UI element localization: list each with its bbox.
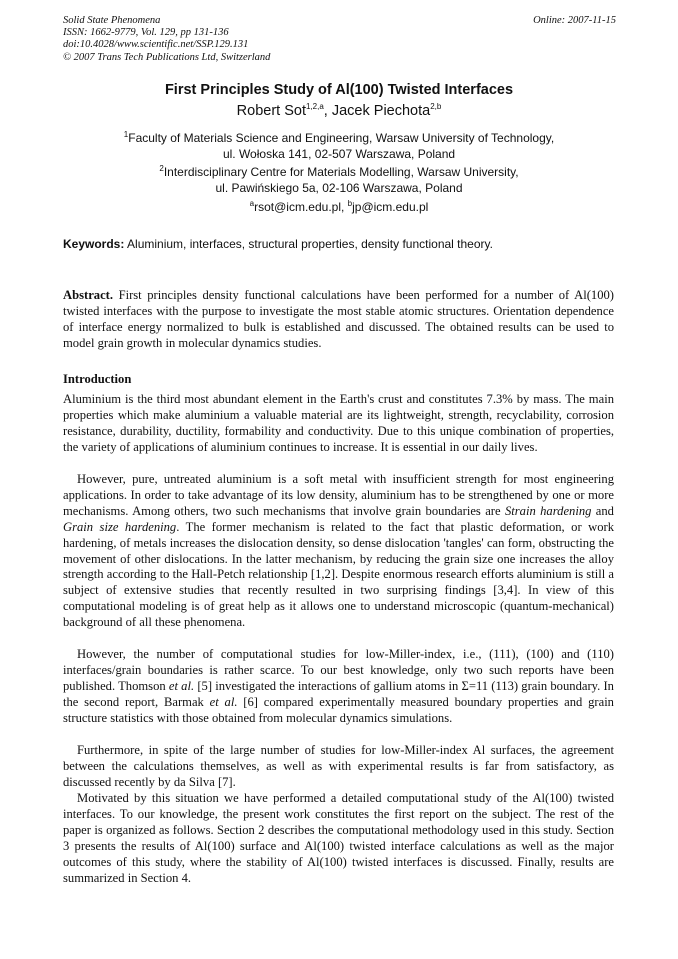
intro-paragraph-5: Motivated by this situation we have performed a detailed computational study of the Al(100) twisted interfaces. To our knowledge, the present work constitutes the first report on the subject. The rest of the paper is organized as follows. Section 2 describes the computational methodology used in this study. Section 3 presents the results of Al(100) surface and Al(100) twisted interface calculations as well as the major outcomes of this study, where the stability of Al(100) twisted interfaces is discussed. Finally, results are summarized in Section 4. [63,790,614,885]
abstract-label: Abstract. [63,288,114,302]
abstract [63,288,614,352]
paragraph-text: [5] investigated the interactions of gallium atoms in Σ=11 (113) grain boundary. In the second report, Barmak [63,679,614,710]
affiliation-line: Interdisciplinary Centre for Materials Modelling, Warsaw University, [163,165,519,179]
journal-header [63,15,616,64]
affiliation-line: Faculty of Materials Science and Engineering, Warsaw University of Technology, [128,131,555,145]
email-mark: b [347,199,353,208]
journal-name: Solid State Phenomena [63,15,161,26]
email-mark: a [249,199,255,208]
author-affiliation-mark: 2,b [430,102,442,112]
paragraph-text: . The former mechanism is related to the fact that plastic deformation, or work hardening, of metals increases the dislocation density, so dense dislocation 'tangles' can form, obstructing the movement of other dislocations. In the latter mechanism, by reducing the grain size one increases the alloy strength according to the Hall-Petch relationship [1,2]. Despite enormous research efforts aluminium is still a subject of extensive studies that recently resulted in two surprising findings [3,4]. In view of this computational modeling is of great help as it allows one to understand microscopic (quantum-mechanical) background of all these phenomena. [63,519,614,630]
issn-line: ISSN: 1662-9779, Vol. 129, pp 131-136 [63,27,229,39]
paragraph-text: and [591,503,614,518]
keywords-label: Keywords: [63,237,125,251]
affiliation-mark: 1 [123,130,129,139]
affiliation-line: ul. Wołoska 141, 02-507 Warszawa, Poland [222,147,456,162]
section-heading: Introduction [63,372,132,386]
keywords-text: Aluminium, interfaces, structural properties, density functional theory. [124,237,493,251]
keywords [63,237,623,251]
author-name: Jacek Piechota [331,103,431,119]
author-line [0,103,678,119]
author-affiliation-mark: 1,2,a [306,102,324,112]
emphasis-text: Grain size hardening [63,519,177,534]
intro-paragraph-3 [63,647,614,727]
author-name: Robert Sot [236,103,306,119]
affiliation-mark: 2 [159,164,164,173]
affiliation-line: ul. Pawińskiego 5a, 02-106 Warszawa, Poland [215,181,463,196]
intro-paragraph-2 [63,472,614,632]
intro-paragraph-1: Aluminium is the third most abundant element in the Earth's crust and constitutes 7.3% by mass. The main properties which make aluminium a valuable material are its lightweight, strength, recyclability, corrosion resistance, durability, ductility, formability and conductivity. Due to this unique combination of properties, the variety of applications of aluminium continues to increase. It is essential in our daily lives. [63,392,614,454]
copyright-line: © 2007 Trans Tech Publications Ltd, Switzerland [63,51,271,63]
doi-line: doi:10.4028/www.scientific.net/SSP.129.131 [63,39,249,51]
emphasis-text: et al. [168,679,195,694]
email-line [0,199,678,215]
paragraph-text: However, the number of computational studies for low-Miller-index, i.e., (111), (100) and (110) interfaces/grain boundaries is rather scarce. To our best knowledge, only two such reports have been published. Thomson [63,647,614,694]
paper-title: First Principles Study of Al(100) Twisted Interfaces [164,82,514,98]
paragraph-text: [6] compared experimentally measured boundary properties and grain structure statistics with those obtained from molecular dynamics simulations. [63,695,614,725]
online-date: Online: 2007-11-15 [533,15,616,26]
affiliation-2 [0,164,678,196]
author-separator: , [323,103,332,119]
emphasis-text: et al. [209,695,238,710]
intro-paragraph-4: Furthermore, in spite of the large number of studies for low-Miller-index Al surfaces, the agreement between the calculations themselves, as well as with experimental results is far from satisfactory, as discussed recently by da Silva [7]. [63,742,614,789]
emphasis-text: Strain hardening [504,503,592,518]
affiliation-1 [0,130,678,162]
paragraph-text: However, pure, untreated aluminium is a soft metal with insufficient strength for most engineering applications. In order to take advantage of its low density, aluminium has to be strengthened by one or more mechanisms. Among others, two such mechanisms that involve grain boundaries are [63,471,614,518]
email-address: rsot@icm.edu.pl, [254,200,348,214]
email-address: jp@icm.edu.pl [352,200,429,214]
abstract-text: First principles density functional calculations have been performed for a number of Al(100) twisted interfaces with the purpose to investigate the most stable atomic structures. Orientation dependence of interface energy normalized to bulk is established and discussed. The obtained results can be used to model grain growth in molecular dynamics studies. [63,288,614,350]
